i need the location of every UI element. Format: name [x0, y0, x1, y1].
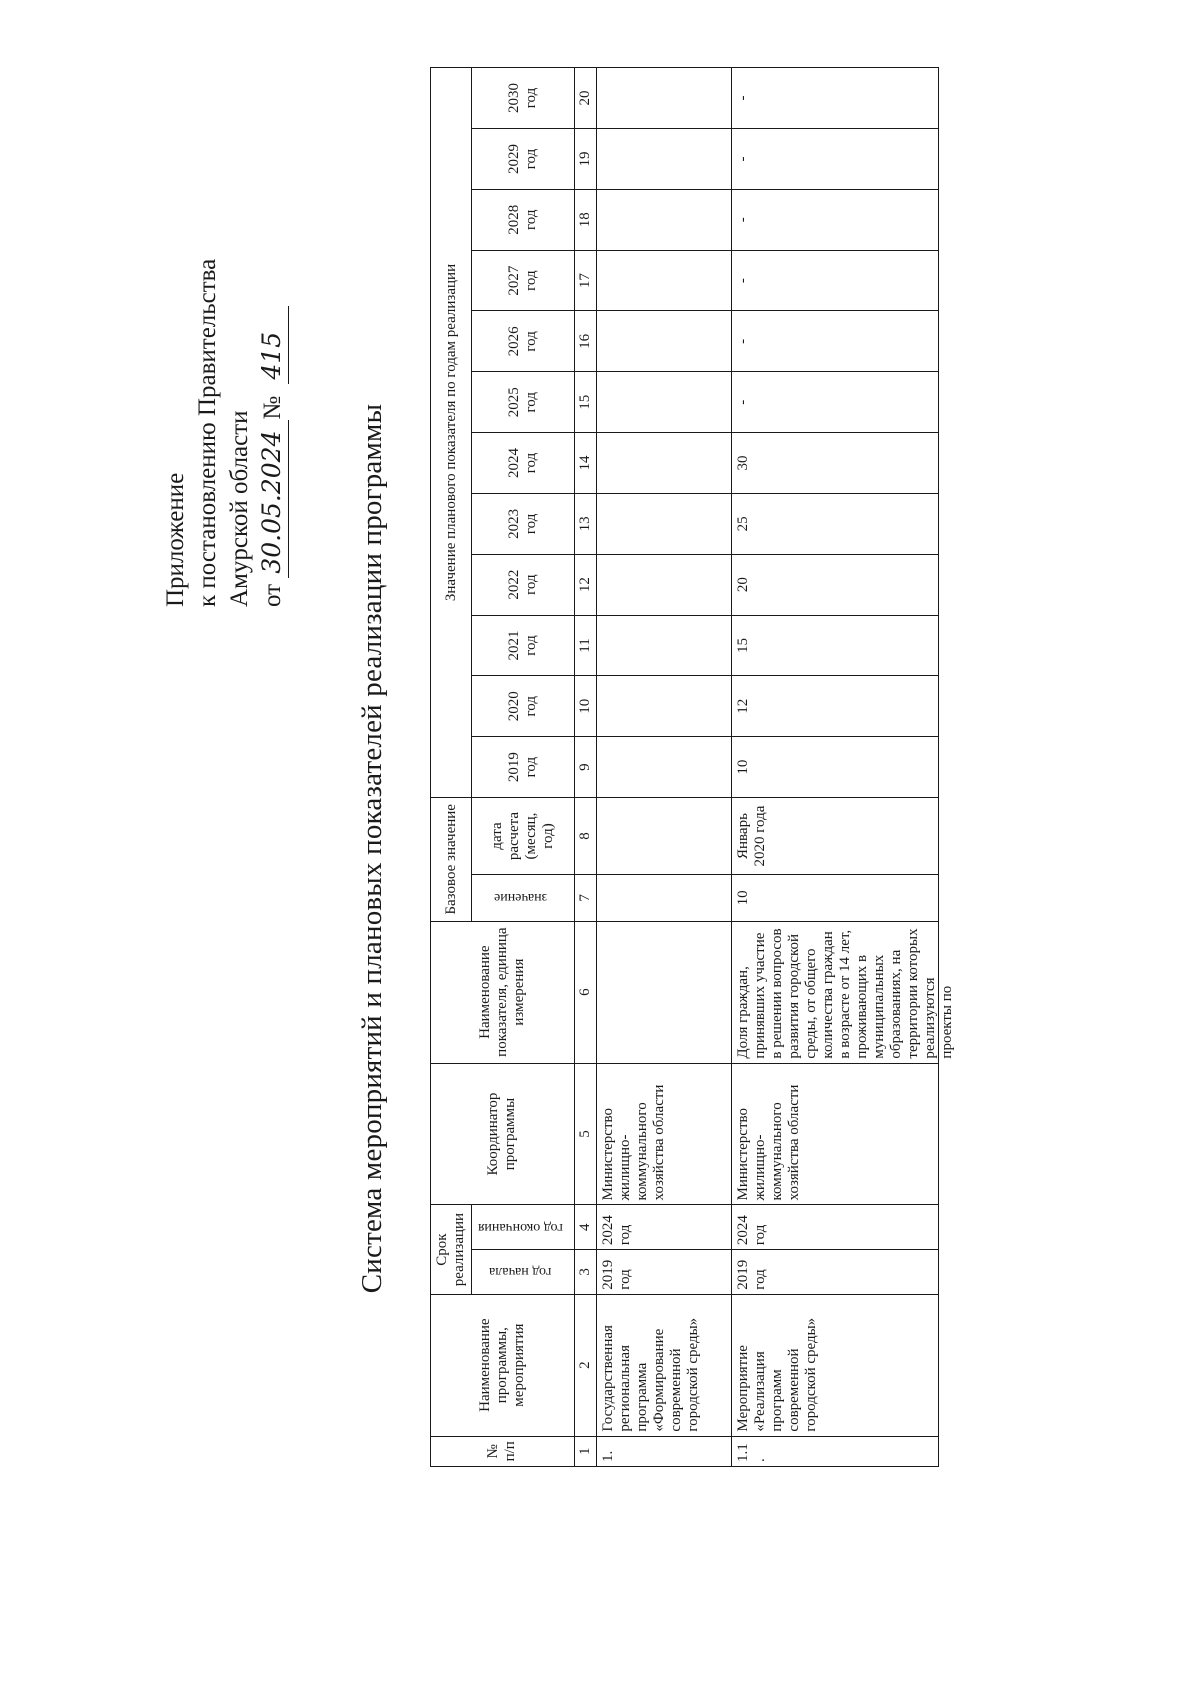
row-value — [596, 372, 731, 433]
handwritten-date: 30.05.2024 — [256, 420, 289, 578]
annex-line-3: Амурской области — [226, 410, 253, 607]
row-name: Государственная региональная программа «Формирование современной городской среды» — [596, 1294, 731, 1436]
header-year: 2019 год — [472, 737, 575, 798]
header-term-end: год окончания — [472, 1205, 575, 1250]
column-number: 20 — [574, 68, 596, 129]
header-year: 2024 год — [472, 433, 575, 494]
row-value: 12 — [731, 676, 938, 737]
row-value — [596, 311, 731, 372]
row-value: - — [731, 129, 938, 190]
row-value — [596, 433, 731, 494]
header-year: 2025 год — [472, 372, 575, 433]
row-base-value: 10 — [731, 875, 938, 922]
header-year: 2027 год — [472, 250, 575, 311]
header-year: 2030 год — [472, 68, 575, 129]
header-term-start: год начала — [472, 1250, 575, 1295]
row-value: - — [731, 189, 938, 250]
row-name: Мероприятие «Реализация программ современной городской среды» — [731, 1294, 938, 1436]
column-number: 12 — [574, 554, 596, 615]
header-term: Срок реализации — [431, 1205, 472, 1294]
row-base-date: Январь 2020 года — [731, 798, 938, 875]
row-indicator — [596, 921, 731, 1063]
row-value: 30 — [731, 433, 938, 494]
row-start: 2019 год — [596, 1250, 731, 1295]
table-row-program — [596, 68, 731, 1467]
column-number: 11 — [574, 615, 596, 676]
column-number: 4 — [574, 1205, 596, 1250]
annex-date-line — [256, 67, 289, 607]
column-number: 18 — [574, 189, 596, 250]
row-num: 1. — [596, 1436, 731, 1466]
row-indicator: Доля граждан, принявших участие в решении вопросов развития городской среды, от общего количества граждан в возрасте от 14 лет, проживающих в муниципальных образованиях, на территории которых реализуются проекты по — [734, 928, 955, 1059]
annex-block — [160, 67, 289, 607]
header-base-date: дата расчета (месяц, год) — [472, 798, 575, 875]
column-number-row — [574, 68, 596, 1467]
row-value: 10 — [731, 737, 938, 798]
row-value: - — [731, 372, 938, 433]
header-year: 2029 год — [472, 129, 575, 190]
row-value — [596, 68, 731, 129]
row-num: 1.1. — [731, 1436, 938, 1466]
row-value — [596, 493, 731, 554]
row-value: 25 — [731, 493, 938, 554]
header-year: 2023 год — [472, 493, 575, 554]
row-end: 2024 год — [596, 1205, 731, 1250]
column-number: 14 — [574, 433, 596, 494]
column-number: 6 — [574, 921, 596, 1063]
column-number: 8 — [574, 798, 596, 875]
row-value: - — [731, 311, 938, 372]
annex-line-2: к постановлению Правительства — [194, 258, 221, 607]
column-number: 10 — [574, 676, 596, 737]
program-table — [430, 67, 955, 1467]
program-table-wrapper — [430, 67, 955, 1467]
row-value — [596, 615, 731, 676]
row-value: - — [731, 250, 938, 311]
column-number: 15 — [574, 372, 596, 433]
header-year: 2026 год — [472, 311, 575, 372]
row-value — [596, 554, 731, 615]
column-number: 5 — [574, 1063, 596, 1205]
header-planned: Значение планового показателя по годам реализации — [431, 68, 472, 798]
row-coordinator: Министерство жилищно-коммунального хозяйства области — [596, 1063, 731, 1205]
header-year: 2028 год — [472, 189, 575, 250]
column-number: 2 — [574, 1294, 596, 1436]
header-name: Наименование программы, мероприятия — [431, 1294, 575, 1436]
row-start: 2019 год — [731, 1250, 938, 1295]
header-indicator: Наименование показателя, единица измерения — [431, 921, 575, 1063]
column-number: 16 — [574, 311, 596, 372]
header-year: 2020 год — [472, 676, 575, 737]
row-indicator-cell — [731, 921, 955, 1063]
column-number: 13 — [574, 493, 596, 554]
row-value: - — [731, 68, 938, 129]
row-base-value — [596, 875, 731, 922]
column-number: 1 — [574, 1436, 596, 1466]
handwritten-number: 415 — [256, 306, 289, 384]
header-year: 2022 год — [472, 554, 575, 615]
row-coordinator: Министерство жилищно-коммунального хозяйства области — [731, 1063, 938, 1205]
document-title: Система мероприятий и плановых показателей реализации программы — [356, 403, 388, 1294]
row-value — [596, 189, 731, 250]
column-number: 17 — [574, 250, 596, 311]
row-base-date — [596, 798, 731, 875]
row-value: 15 — [731, 615, 938, 676]
row-value — [596, 676, 731, 737]
row-end: 2024 год — [731, 1205, 938, 1250]
header-base-value: значение — [472, 875, 575, 922]
header-base: Базовое значение — [431, 798, 472, 922]
table-row-activity — [731, 68, 938, 1467]
header-num: № п/п — [431, 1436, 575, 1466]
header-year: 2021 год — [472, 615, 575, 676]
date-prefix: от — [259, 583, 286, 607]
header-coordinator: Координатор программы — [431, 1063, 575, 1205]
column-number: 9 — [574, 737, 596, 798]
row-value — [596, 129, 731, 190]
column-number: 7 — [574, 875, 596, 922]
row-value: 20 — [731, 554, 938, 615]
row-value — [596, 250, 731, 311]
annex-line-1: Приложение — [162, 472, 189, 607]
column-number: 3 — [574, 1250, 596, 1295]
column-number: 19 — [574, 129, 596, 190]
number-label: № — [259, 395, 286, 420]
row-value — [596, 737, 731, 798]
